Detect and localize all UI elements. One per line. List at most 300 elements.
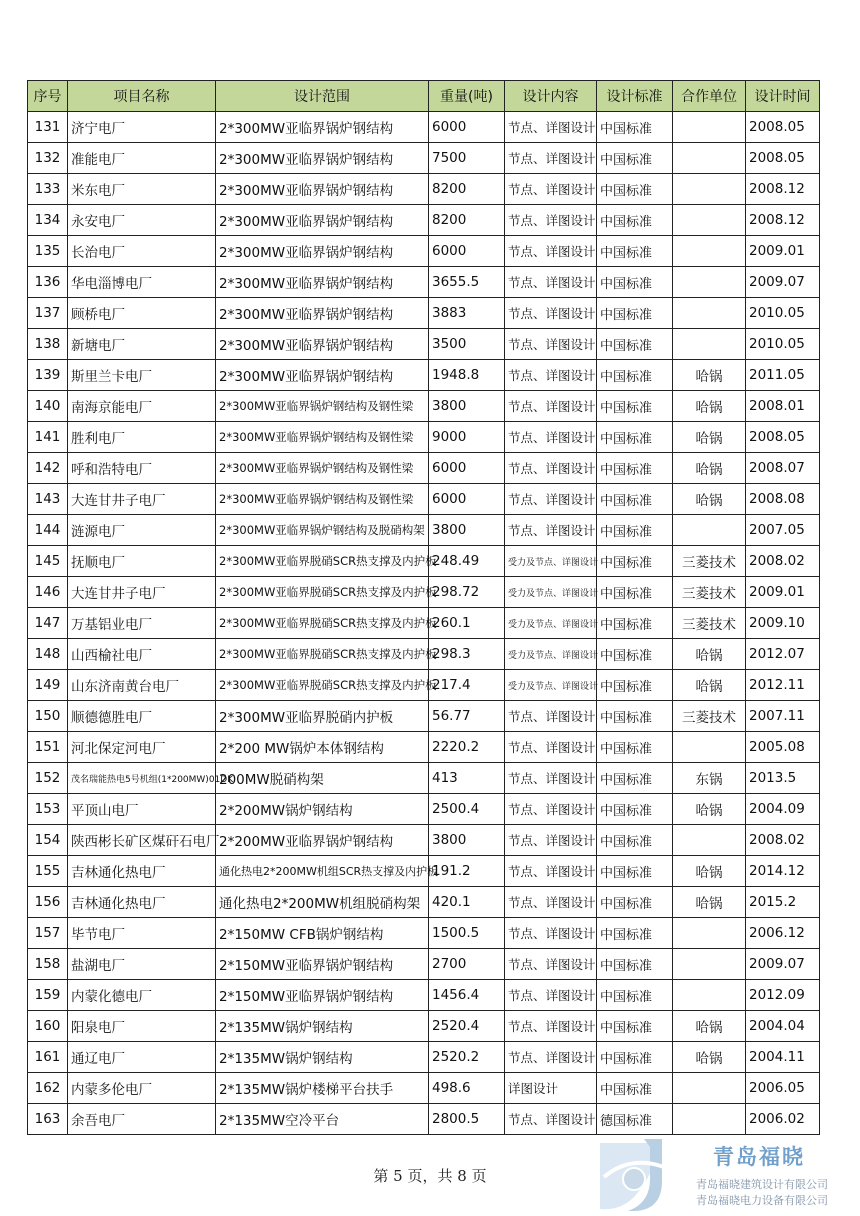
header-no: 序号 bbox=[28, 81, 68, 112]
cell-partner: 哈锅 bbox=[673, 391, 746, 422]
cell-design-standard: 中国标准 bbox=[597, 763, 673, 794]
cell-design-date: 2008.12 bbox=[746, 205, 820, 236]
cell-weight: 56.77 bbox=[429, 701, 505, 732]
cell-design-content: 节点、详图设计 bbox=[505, 484, 597, 515]
cell-design-date: 2009.07 bbox=[746, 267, 820, 298]
table-row bbox=[28, 236, 820, 267]
cell-design-content: 受力及节点、详图设计 bbox=[505, 639, 597, 670]
cell-design-standard: 中国标准 bbox=[597, 639, 673, 670]
cell-partner bbox=[673, 918, 746, 949]
cell-design-standard: 中国标准 bbox=[597, 298, 673, 329]
cell-project-name: 阳泉电厂 bbox=[68, 1011, 216, 1042]
cell-design-standard: 中国标准 bbox=[597, 484, 673, 515]
page-number: 第 5 页，共 8 页 bbox=[373, 1167, 487, 1185]
table-row bbox=[28, 267, 820, 298]
cell-design-date: 2011.05 bbox=[746, 360, 820, 391]
cell-design-date: 2008.12 bbox=[746, 174, 820, 205]
cell-design-scope: 2*135MW锅炉钢结构 bbox=[216, 1042, 429, 1073]
cell-no: 132 bbox=[28, 143, 68, 174]
cell-project-name: 斯里兰卡电厂 bbox=[68, 360, 216, 391]
table-row bbox=[28, 360, 820, 391]
cell-project-name: 余吾电厂 bbox=[68, 1104, 216, 1135]
table-row bbox=[28, 143, 820, 174]
cell-partner bbox=[673, 515, 746, 546]
cell-design-date: 2013.5 bbox=[746, 763, 820, 794]
cell-project-name: 大连甘井子电厂 bbox=[68, 577, 216, 608]
cell-weight: 2220.2 bbox=[429, 732, 505, 763]
cell-design-content: 节点、详图设计 bbox=[505, 174, 597, 205]
cell-design-standard: 中国标准 bbox=[597, 1073, 673, 1104]
cell-weight: 3800 bbox=[429, 515, 505, 546]
cell-design-scope: 2*135MW空冷平台 bbox=[216, 1104, 429, 1135]
cell-design-date: 2006.12 bbox=[746, 918, 820, 949]
table-row bbox=[28, 918, 820, 949]
cell-design-content: 节点、详图设计 bbox=[505, 794, 597, 825]
cell-design-content: 节点、详图设计 bbox=[505, 453, 597, 484]
cell-design-scope: 2*300MW亚临界锅炉钢结构 bbox=[216, 360, 429, 391]
cell-design-date: 2008.05 bbox=[746, 112, 820, 143]
cell-weight: 1948.8 bbox=[429, 360, 505, 391]
cell-design-standard: 中国标准 bbox=[597, 670, 673, 701]
cell-no: 160 bbox=[28, 1011, 68, 1042]
cell-design-date: 2008.02 bbox=[746, 825, 820, 856]
cell-design-content: 节点、详图设计 bbox=[505, 732, 597, 763]
cell-weight: 298.72 bbox=[429, 577, 505, 608]
cell-design-scope: 通化热电2*200MW机组脱硝构架 bbox=[216, 887, 429, 918]
cell-design-scope: 2*300MW亚临界脱硝内护板 bbox=[216, 701, 429, 732]
cell-design-scope: 2*300MW亚临界脱硝SCR热支撑及内护板 bbox=[216, 546, 429, 577]
cell-no: 158 bbox=[28, 949, 68, 980]
cell-no: 149 bbox=[28, 670, 68, 701]
cell-weight: 298.3 bbox=[429, 639, 505, 670]
cell-design-date: 2012.11 bbox=[746, 670, 820, 701]
cell-partner bbox=[673, 329, 746, 360]
table-row bbox=[28, 763, 820, 794]
header-design-date: 设计时间 bbox=[746, 81, 820, 112]
cell-partner: 三菱技术 bbox=[673, 701, 746, 732]
table-row bbox=[28, 546, 820, 577]
cell-design-standard: 中国标准 bbox=[597, 887, 673, 918]
cell-design-content: 节点、详图设计 bbox=[505, 143, 597, 174]
cell-project-name: 内蒙多伦电厂 bbox=[68, 1073, 216, 1104]
cell-design-content: 节点、详图设计 bbox=[505, 422, 597, 453]
cell-design-scope: 2*150MW亚临界锅炉钢结构 bbox=[216, 980, 429, 1011]
cell-project-name: 华电淄博电厂 bbox=[68, 267, 216, 298]
cell-no: 134 bbox=[28, 205, 68, 236]
cell-design-scope: 2*135MW锅炉楼梯平台扶手 bbox=[216, 1073, 429, 1104]
cell-design-content: 节点、详图设计 bbox=[505, 918, 597, 949]
cell-design-date: 2004.09 bbox=[746, 794, 820, 825]
cell-partner bbox=[673, 1073, 746, 1104]
cell-project-name: 新塘电厂 bbox=[68, 329, 216, 360]
cell-partner bbox=[673, 236, 746, 267]
cell-design-content: 节点、详图设计 bbox=[505, 701, 597, 732]
cell-design-scope: 2*300MW亚临界锅炉钢结构 bbox=[216, 174, 429, 205]
table-body bbox=[28, 112, 820, 1135]
cell-weight: 413 bbox=[429, 763, 505, 794]
cell-design-scope: 2*300MW亚临界脱硝SCR热支撑及内护板 bbox=[216, 639, 429, 670]
table-row bbox=[28, 701, 820, 732]
cell-design-date: 2015.2 bbox=[746, 887, 820, 918]
cell-project-name: 南海京能电厂 bbox=[68, 391, 216, 422]
cell-weight: 2520.2 bbox=[429, 1042, 505, 1073]
cell-design-standard: 中国标准 bbox=[597, 732, 673, 763]
cell-design-content: 节点、详图设计 bbox=[505, 236, 597, 267]
cell-no: 135 bbox=[28, 236, 68, 267]
cell-design-content: 受力及节点、详图设计 bbox=[505, 670, 597, 701]
cell-design-standard: 中国标准 bbox=[597, 515, 673, 546]
cell-project-name: 顺德德胜电厂 bbox=[68, 701, 216, 732]
cell-no: 153 bbox=[28, 794, 68, 825]
cell-partner: 哈锅 bbox=[673, 887, 746, 918]
cell-design-scope: 2*300MW亚临界锅炉钢结构 bbox=[216, 267, 429, 298]
cell-no: 142 bbox=[28, 453, 68, 484]
cell-project-name: 万基铝业电厂 bbox=[68, 608, 216, 639]
cell-no: 139 bbox=[28, 360, 68, 391]
cell-design-standard: 德国标准 bbox=[597, 1104, 673, 1135]
cell-design-content: 详图设计 bbox=[505, 1073, 597, 1104]
cell-design-scope: 2*150MW CFB锅炉钢结构 bbox=[216, 918, 429, 949]
cell-no: 152 bbox=[28, 763, 68, 794]
table-row bbox=[28, 1042, 820, 1073]
cell-no: 136 bbox=[28, 267, 68, 298]
cell-no: 140 bbox=[28, 391, 68, 422]
cell-design-standard: 中国标准 bbox=[597, 608, 673, 639]
cell-no: 147 bbox=[28, 608, 68, 639]
cell-partner: 哈锅 bbox=[673, 670, 746, 701]
table-row bbox=[28, 112, 820, 143]
cell-design-standard: 中国标准 bbox=[597, 205, 673, 236]
cell-no: 133 bbox=[28, 174, 68, 205]
cell-partner bbox=[673, 267, 746, 298]
cell-weight: 6000 bbox=[429, 453, 505, 484]
cell-no: 145 bbox=[28, 546, 68, 577]
cell-design-content: 节点、详图设计 bbox=[505, 1104, 597, 1135]
cell-partner: 三菱技术 bbox=[673, 577, 746, 608]
cell-design-content: 受力及节点、详图设计 bbox=[505, 608, 597, 639]
table-header-row bbox=[28, 81, 820, 112]
cell-no: 155 bbox=[28, 856, 68, 887]
cell-project-name: 盐湖电厂 bbox=[68, 949, 216, 980]
cell-weight: 498.6 bbox=[429, 1073, 505, 1104]
cell-no: 161 bbox=[28, 1042, 68, 1073]
cell-design-content: 节点、详图设计 bbox=[505, 1011, 597, 1042]
table-row bbox=[28, 856, 820, 887]
cell-design-standard: 中国标准 bbox=[597, 825, 673, 856]
cell-partner: 哈锅 bbox=[673, 484, 746, 515]
cell-weight: 260.1 bbox=[429, 608, 505, 639]
cell-weight: 2800.5 bbox=[429, 1104, 505, 1135]
company-logo bbox=[600, 1135, 858, 1213]
cell-project-name: 通辽电厂 bbox=[68, 1042, 216, 1073]
cell-weight: 248.49 bbox=[429, 546, 505, 577]
cell-weight: 3883 bbox=[429, 298, 505, 329]
cell-no: 162 bbox=[28, 1073, 68, 1104]
cell-partner bbox=[673, 205, 746, 236]
cell-partner: 哈锅 bbox=[673, 1042, 746, 1073]
cell-weight: 191.2 bbox=[429, 856, 505, 887]
cell-design-content: 节点、详图设计 bbox=[505, 112, 597, 143]
cell-design-standard: 中国标准 bbox=[597, 453, 673, 484]
cell-partner bbox=[673, 174, 746, 205]
table-row bbox=[28, 980, 820, 1011]
cell-project-name: 抚顺电厂 bbox=[68, 546, 216, 577]
table-row bbox=[28, 825, 820, 856]
cell-design-date: 2008.07 bbox=[746, 453, 820, 484]
cell-design-content: 节点、详图设计 bbox=[505, 329, 597, 360]
cell-partner bbox=[673, 143, 746, 174]
cell-project-name: 米东电厂 bbox=[68, 174, 216, 205]
table-row bbox=[28, 794, 820, 825]
table-row bbox=[28, 732, 820, 763]
cell-design-standard: 中国标准 bbox=[597, 701, 673, 732]
cell-partner: 哈锅 bbox=[673, 422, 746, 453]
cell-no: 148 bbox=[28, 639, 68, 670]
cell-no: 144 bbox=[28, 515, 68, 546]
cell-weight: 2520.4 bbox=[429, 1011, 505, 1042]
table-row bbox=[28, 453, 820, 484]
project-table bbox=[27, 80, 820, 1135]
cell-design-scope: 2*300MW亚临界锅炉钢结构 bbox=[216, 205, 429, 236]
cell-weight: 1500.5 bbox=[429, 918, 505, 949]
table-row bbox=[28, 639, 820, 670]
cell-design-content: 节点、详图设计 bbox=[505, 267, 597, 298]
cell-weight: 3500 bbox=[429, 329, 505, 360]
cell-design-date: 2009.07 bbox=[746, 949, 820, 980]
cell-partner bbox=[673, 112, 746, 143]
cell-design-content: 受力及节点、详图设计 bbox=[505, 577, 597, 608]
cell-design-scope: 2*300MW亚临界锅炉钢结构 bbox=[216, 298, 429, 329]
cell-project-name: 准能电厂 bbox=[68, 143, 216, 174]
cell-design-scope: 2*300MW亚临界脱硝SCR热支撑及内护板 bbox=[216, 608, 429, 639]
table-row bbox=[28, 174, 820, 205]
cell-project-name: 毕节电厂 bbox=[68, 918, 216, 949]
cell-partner: 哈锅 bbox=[673, 794, 746, 825]
cell-design-standard: 中国标准 bbox=[597, 856, 673, 887]
cell-design-scope: 2*300MW亚临界锅炉钢结构 bbox=[216, 143, 429, 174]
cell-design-date: 2008.05 bbox=[746, 143, 820, 174]
cell-partner bbox=[673, 732, 746, 763]
cell-weight: 2500.4 bbox=[429, 794, 505, 825]
cell-partner: 哈锅 bbox=[673, 453, 746, 484]
cell-project-name: 济宁电厂 bbox=[68, 112, 216, 143]
cell-design-scope: 2*150MW亚临界锅炉钢结构 bbox=[216, 949, 429, 980]
cell-design-standard: 中国标准 bbox=[597, 949, 673, 980]
cell-partner bbox=[673, 1104, 746, 1135]
cell-weight: 7500 bbox=[429, 143, 505, 174]
cell-weight: 3800 bbox=[429, 391, 505, 422]
cell-project-name: 涟源电厂 bbox=[68, 515, 216, 546]
cell-design-content: 节点、详图设计 bbox=[505, 298, 597, 329]
cell-weight: 420.1 bbox=[429, 887, 505, 918]
cell-project-name: 河北保定河电厂 bbox=[68, 732, 216, 763]
cell-design-content: 节点、详图设计 bbox=[505, 763, 597, 794]
cell-project-name: 胜利电厂 bbox=[68, 422, 216, 453]
cell-design-standard: 中国标准 bbox=[597, 918, 673, 949]
cell-weight: 217.4 bbox=[429, 670, 505, 701]
cell-design-scope: 2*200MW锅炉钢结构 bbox=[216, 794, 429, 825]
cell-project-name: 内蒙化德电厂 bbox=[68, 980, 216, 1011]
cell-design-date: 2005.08 bbox=[746, 732, 820, 763]
cell-partner: 哈锅 bbox=[673, 856, 746, 887]
cell-design-date: 2009.10 bbox=[746, 608, 820, 639]
table-row bbox=[28, 1011, 820, 1042]
cell-design-scope: 2*300MW亚临界锅炉钢结构及脱硝构架 bbox=[216, 515, 429, 546]
cell-project-name: 呼和浩特电厂 bbox=[68, 453, 216, 484]
cell-design-date: 2009.01 bbox=[746, 577, 820, 608]
cell-design-standard: 中国标准 bbox=[597, 794, 673, 825]
cell-weight: 3655.5 bbox=[429, 267, 505, 298]
cell-design-date: 2006.02 bbox=[746, 1104, 820, 1135]
cell-design-standard: 中国标准 bbox=[597, 236, 673, 267]
cell-design-content: 节点、详图设计 bbox=[505, 1042, 597, 1073]
cell-project-name: 吉林通化热电厂 bbox=[68, 887, 216, 918]
cell-weight: 6000 bbox=[429, 484, 505, 515]
cell-partner: 哈锅 bbox=[673, 639, 746, 670]
table-row bbox=[28, 391, 820, 422]
logo-company-2: 青岛福晓电力设备有限公司 bbox=[696, 1194, 828, 1207]
cell-design-date: 2010.05 bbox=[746, 298, 820, 329]
header-design-content: 设计内容 bbox=[505, 81, 597, 112]
cell-design-standard: 中国标准 bbox=[597, 360, 673, 391]
cell-weight: 2700 bbox=[429, 949, 505, 980]
cell-project-name: 平顶山电厂 bbox=[68, 794, 216, 825]
cell-design-scope: 200MW脱硝构架 bbox=[216, 763, 429, 794]
cell-design-date: 2008.08 bbox=[746, 484, 820, 515]
cell-design-scope: 2*300MW亚临界锅炉钢结构及钢性梁 bbox=[216, 453, 429, 484]
cell-design-content: 节点、详图设计 bbox=[505, 856, 597, 887]
header-weight: 重量(吨) bbox=[429, 81, 505, 112]
cell-design-content: 节点、详图设计 bbox=[505, 360, 597, 391]
cell-design-content: 节点、详图设计 bbox=[505, 949, 597, 980]
cell-design-date: 2012.09 bbox=[746, 980, 820, 1011]
cell-partner: 三菱技术 bbox=[673, 546, 746, 577]
cell-design-content: 节点、详图设计 bbox=[505, 391, 597, 422]
cell-weight: 8200 bbox=[429, 174, 505, 205]
cell-no: 150 bbox=[28, 701, 68, 732]
cell-design-scope: 2*200 MW锅炉本体钢结构 bbox=[216, 732, 429, 763]
cell-design-scope: 2*300MW亚临界锅炉钢结构及钢性梁 bbox=[216, 391, 429, 422]
cell-no: 141 bbox=[28, 422, 68, 453]
table-row bbox=[28, 515, 820, 546]
cell-no: 146 bbox=[28, 577, 68, 608]
cell-weight: 6000 bbox=[429, 236, 505, 267]
cell-design-content: 节点、详图设计 bbox=[505, 515, 597, 546]
cell-design-scope: 2*300MW亚临界脱硝SCR热支撑及内护板 bbox=[216, 577, 429, 608]
cell-design-content: 节点、详图设计 bbox=[505, 887, 597, 918]
cell-project-name: 陕西彬长矿区煤矸石电厂 bbox=[68, 825, 216, 856]
logo-title: 青岛福晓 bbox=[713, 1145, 805, 1169]
table-row bbox=[28, 1073, 820, 1104]
cell-design-scope: 2*300MW亚临界锅炉钢结构 bbox=[216, 236, 429, 267]
cell-project-name: 永安电厂 bbox=[68, 205, 216, 236]
cell-design-content: 节点、详图设计 bbox=[505, 980, 597, 1011]
cell-project-name: 长治电厂 bbox=[68, 236, 216, 267]
cell-design-standard: 中国标准 bbox=[597, 577, 673, 608]
cell-design-scope: 2*200MW亚临界锅炉钢结构 bbox=[216, 825, 429, 856]
cell-weight: 3800 bbox=[429, 825, 505, 856]
cell-weight: 1456.4 bbox=[429, 980, 505, 1011]
cell-partner bbox=[673, 980, 746, 1011]
cell-design-date: 2009.01 bbox=[746, 236, 820, 267]
cell-design-scope: 2*135MW锅炉钢结构 bbox=[216, 1011, 429, 1042]
cell-no: 159 bbox=[28, 980, 68, 1011]
table-row bbox=[28, 949, 820, 980]
cell-design-date: 2008.02 bbox=[746, 546, 820, 577]
cell-partner: 三菱技术 bbox=[673, 608, 746, 639]
header-design-scope: 设计范围 bbox=[216, 81, 429, 112]
cell-design-scope: 2*300MW亚临界锅炉钢结构及钢性梁 bbox=[216, 422, 429, 453]
cell-project-name: 顾桥电厂 bbox=[68, 298, 216, 329]
cell-no: 151 bbox=[28, 732, 68, 763]
cell-design-scope: 2*300MW亚临界脱硝SCR热支撑及内护板 bbox=[216, 670, 429, 701]
cell-design-content: 节点、详图设计 bbox=[505, 205, 597, 236]
cell-design-content: 受力及节点、详图设计 bbox=[505, 546, 597, 577]
cell-project-name: 吉林通化热电厂 bbox=[68, 856, 216, 887]
cell-design-date: 2008.05 bbox=[746, 422, 820, 453]
table-row bbox=[28, 298, 820, 329]
cell-design-standard: 中国标准 bbox=[597, 267, 673, 298]
cell-no: 138 bbox=[28, 329, 68, 360]
cell-no: 154 bbox=[28, 825, 68, 856]
cell-no: 157 bbox=[28, 918, 68, 949]
cell-design-date: 2004.04 bbox=[746, 1011, 820, 1042]
cell-design-date: 2008.01 bbox=[746, 391, 820, 422]
table-row bbox=[28, 1104, 820, 1135]
company-logo-icon bbox=[600, 1135, 700, 1213]
cell-partner: 东锅 bbox=[673, 763, 746, 794]
cell-weight: 9000 bbox=[429, 422, 505, 453]
table-row bbox=[28, 205, 820, 236]
cell-partner bbox=[673, 825, 746, 856]
cell-no: 143 bbox=[28, 484, 68, 515]
cell-no: 137 bbox=[28, 298, 68, 329]
cell-project-name: 大连甘井子电厂 bbox=[68, 484, 216, 515]
header-design-standard: 设计标准 bbox=[597, 81, 673, 112]
cell-weight: 8200 bbox=[429, 205, 505, 236]
cell-design-standard: 中国标准 bbox=[597, 174, 673, 205]
table-row bbox=[28, 887, 820, 918]
table-row bbox=[28, 422, 820, 453]
cell-design-standard: 中国标准 bbox=[597, 329, 673, 360]
header-partner: 合作单位 bbox=[673, 81, 746, 112]
cell-design-date: 2010.05 bbox=[746, 329, 820, 360]
cell-design-standard: 中国标准 bbox=[597, 143, 673, 174]
cell-design-standard: 中国标准 bbox=[597, 391, 673, 422]
cell-no: 131 bbox=[28, 112, 68, 143]
cell-design-standard: 中国标准 bbox=[597, 1042, 673, 1073]
table-row bbox=[28, 329, 820, 360]
cell-partner bbox=[673, 949, 746, 980]
cell-design-standard: 中国标准 bbox=[597, 422, 673, 453]
cell-design-standard: 中国标准 bbox=[597, 112, 673, 143]
cell-no: 156 bbox=[28, 887, 68, 918]
header-project-name: 项目名称 bbox=[68, 81, 216, 112]
cell-no: 163 bbox=[28, 1104, 68, 1135]
cell-project-name: 茂名瑞能热电5号机组(1*200MW)01DK bbox=[68, 763, 216, 794]
cell-partner: 哈锅 bbox=[673, 1011, 746, 1042]
cell-design-scope: 2*300MW亚临界锅炉钢结构及钢性梁 bbox=[216, 484, 429, 515]
cell-design-standard: 中国标准 bbox=[597, 546, 673, 577]
cell-partner bbox=[673, 298, 746, 329]
cell-design-scope: 2*300MW亚临界锅炉钢结构 bbox=[216, 112, 429, 143]
table-row bbox=[28, 670, 820, 701]
cell-design-date: 2014.12 bbox=[746, 856, 820, 887]
cell-design-date: 2012.07 bbox=[746, 639, 820, 670]
cell-design-content: 节点、详图设计 bbox=[505, 825, 597, 856]
logo-company-1: 青岛福晓建筑设计有限公司 bbox=[696, 1178, 828, 1191]
cell-design-scope: 2*300MW亚临界锅炉钢结构 bbox=[216, 329, 429, 360]
